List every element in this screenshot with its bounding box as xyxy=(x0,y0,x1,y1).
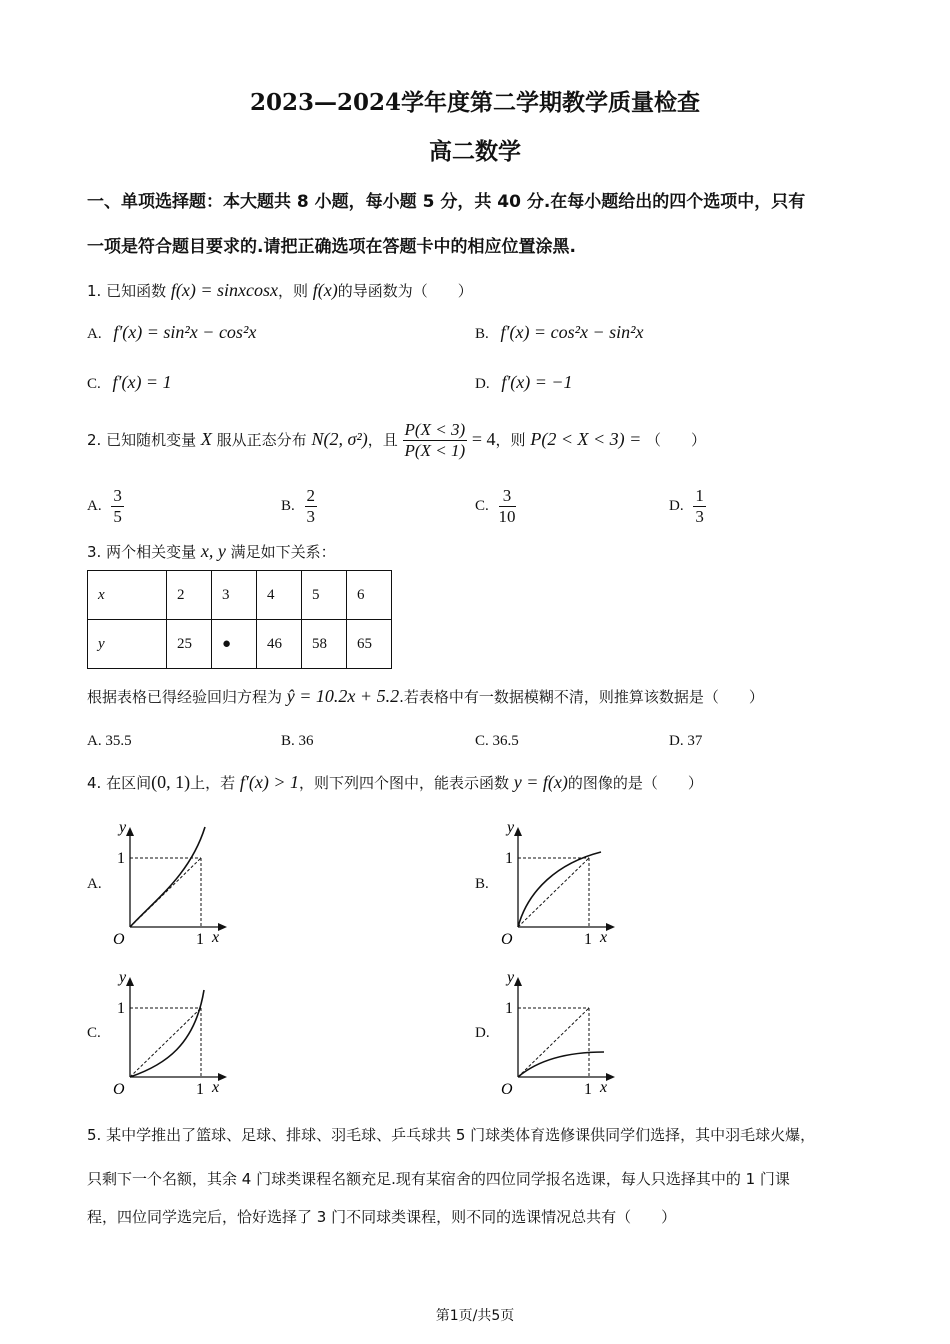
option-fraction xyxy=(111,486,124,527)
option-label: A. xyxy=(87,497,102,514)
y-tick-label: 1 xyxy=(505,1000,513,1017)
y-axis-arrow xyxy=(514,977,522,986)
q2-option-c[interactable] xyxy=(475,486,516,527)
fraction-numerator: P(X < 3) xyxy=(404,420,466,439)
question-5-line2: 只剩下一个名额，其余 4 门球类课程名额充足.现有某宿舍的四位同学报名选课，每人只选择其中的 1 门课 xyxy=(87,1170,790,1188)
option-label: B. xyxy=(281,733,295,749)
diagonal-line xyxy=(518,858,589,927)
origin-label: O xyxy=(113,1081,125,1098)
question-3-stem-2 xyxy=(87,686,764,707)
option-fraction xyxy=(693,486,706,527)
y-axis-arrow xyxy=(514,827,522,836)
q3-regression-equation: ŷ = 10.2x + 5.2 xyxy=(286,686,400,706)
question-number: 2. xyxy=(87,431,102,449)
x-axis-label: x xyxy=(212,1079,220,1096)
y-axis-label: y xyxy=(507,969,515,986)
diagonal-line xyxy=(130,1008,201,1077)
q2-distribution: N(2, σ²) xyxy=(311,429,368,449)
q4-function: y = f(x) xyxy=(513,772,568,792)
y-tick-label: 1 xyxy=(505,850,513,867)
option-label: B. xyxy=(281,497,295,514)
fraction-numerator: 2 xyxy=(306,486,316,505)
q2-equals: = 4 xyxy=(471,429,496,449)
q4-option-c-label[interactable]: C. xyxy=(87,1025,101,1041)
table-cell: x xyxy=(88,571,167,620)
y-axis-label: y xyxy=(119,969,127,986)
y-tick-label: 1 xyxy=(117,850,125,867)
q1-option-d[interactable] xyxy=(475,372,573,393)
option-label: D. xyxy=(669,733,684,749)
q4-option-d-label[interactable]: D. xyxy=(475,1025,490,1041)
x-axis-arrow xyxy=(218,923,227,931)
table-cell: 58 xyxy=(302,620,347,669)
function-curve xyxy=(130,827,205,927)
option-text: 36 xyxy=(298,733,314,749)
question-number: 3. xyxy=(87,543,102,561)
fraction-denominator: P(X < 1) xyxy=(404,441,466,460)
option-label: D. xyxy=(669,497,684,514)
q2-mid3: ，则 xyxy=(495,431,526,449)
x-tick-label: 1 xyxy=(196,931,204,948)
q3-variables: x, y xyxy=(200,541,226,561)
q2-option-a[interactable] xyxy=(87,486,124,527)
q3-option-b[interactable] xyxy=(281,733,314,750)
option-label: D. xyxy=(475,376,490,392)
table-cell: 6 xyxy=(347,571,392,620)
fraction-numerator: 1 xyxy=(695,486,704,505)
data-table xyxy=(87,570,392,669)
question-1-stem xyxy=(87,280,473,301)
q2-ratio-fraction xyxy=(403,420,468,461)
option-label: B. xyxy=(475,326,489,342)
question-3-stem xyxy=(87,541,336,562)
q4-graph-c[interactable] xyxy=(105,965,230,1100)
fraction-numerator: 3 xyxy=(113,486,122,505)
q4-condition: f′(x) > 1 xyxy=(239,772,299,792)
q2-mid2: ，且 xyxy=(367,431,398,449)
q2-option-b[interactable] xyxy=(281,486,317,527)
table-cell: 5 xyxy=(302,571,347,620)
x-axis-arrow xyxy=(606,923,615,931)
table-cell: 46 xyxy=(257,620,302,669)
q2-variable: X xyxy=(200,429,212,449)
q1-option-b[interactable] xyxy=(475,322,644,343)
q1-post: 的导函数为（ ） xyxy=(337,282,473,300)
option-label: C. xyxy=(475,733,489,749)
q4-post: 的图像的是（ ） xyxy=(567,774,703,792)
y-tick-label: 1 xyxy=(117,1000,125,1017)
table-cell-blurred: ● xyxy=(212,620,257,669)
table-row xyxy=(88,620,392,669)
option-fraction xyxy=(499,486,516,527)
fraction-denominator: 10 xyxy=(498,507,516,526)
q1-option-c[interactable] xyxy=(87,372,172,393)
q1-option-a[interactable] xyxy=(87,322,256,343)
diagonal-line xyxy=(518,1008,589,1077)
q3-stem-post: .若表格中有一数据模糊不清，则推算该数据是（ ） xyxy=(399,688,764,706)
x-axis-label: x xyxy=(600,929,608,946)
option-text: f′(x) = −1 xyxy=(501,372,573,392)
fraction-numerator: 3 xyxy=(499,486,516,507)
option-label: C. xyxy=(87,376,101,392)
fraction-denominator: 3 xyxy=(695,507,704,526)
section-heading-line2: 一项是符合题目要求的.请把正确选项在答题卡中的相应位置涂黑. xyxy=(87,237,576,257)
option-label: C. xyxy=(475,497,489,514)
origin-label: O xyxy=(501,1081,513,1098)
q4-mid2: ，则下列四个图中，能表示函数 xyxy=(298,774,509,792)
q1-function-ref: f(x) xyxy=(312,280,338,300)
y-axis-label: y xyxy=(119,819,127,836)
section-heading-line1: 一、单项选择题：本大题共 8 小题，每小题 5 分，共 40 分.在每小题给出的四个选项中，只有 xyxy=(87,192,806,212)
table-cell: y xyxy=(88,620,167,669)
q4-pre: 在区间 xyxy=(106,774,152,792)
table-cell: 65 xyxy=(347,620,392,669)
x-axis-label: x xyxy=(600,1079,608,1096)
table-cell: 4 xyxy=(257,571,302,620)
q2-mid: 服从正态分布 xyxy=(216,431,307,449)
option-label: A. xyxy=(87,733,102,749)
q4-mid: 上，若 xyxy=(190,774,236,792)
q2-option-d[interactable] xyxy=(669,486,706,527)
x-axis-arrow xyxy=(218,1073,227,1081)
option-fraction xyxy=(305,486,318,527)
q2-ask: P(2 < X < 3) = xyxy=(530,429,642,449)
q3-option-a[interactable] xyxy=(87,733,132,750)
table-cell: 2 xyxy=(167,571,212,620)
option-text: 37 xyxy=(687,733,703,749)
question-5-line1: 5. 某中学推出了篮球、足球、排球、羽毛球、乒乓球共 5 门球类体育选修课供同学们选择，其中羽毛球火爆， xyxy=(87,1126,816,1144)
q3-stem-pre: 根据表格已得经验回归方程为 xyxy=(87,688,283,706)
y-axis-arrow xyxy=(126,977,134,986)
question-number: 1. xyxy=(87,282,102,300)
function-curve xyxy=(130,990,204,1077)
q3-text: 两个相关变量 xyxy=(106,543,197,561)
x-axis-arrow xyxy=(606,1073,615,1081)
q4-graph-a[interactable] xyxy=(105,815,230,950)
option-label: A. xyxy=(87,326,102,342)
q2-pre: 已知随机变量 xyxy=(106,431,197,449)
fraction-denominator: 3 xyxy=(306,507,316,526)
q2-post: （ ） xyxy=(646,431,707,449)
origin-label: O xyxy=(501,931,513,948)
option-text: f′(x) = cos²x − sin²x xyxy=(500,322,644,342)
question-5-line3: 程，四位同学选完后，恰好选择了 3 门不同球类课程，则不同的选课情况总共有（ ） xyxy=(87,1208,677,1226)
question-2-stem xyxy=(87,420,706,461)
x-axis-label: x xyxy=(212,929,220,946)
table-cell: 3 xyxy=(212,571,257,620)
q3-text2: 满足如下关系： xyxy=(230,543,336,561)
q4-graph-d[interactable] xyxy=(493,965,618,1100)
page-number: 第1页/共5页 xyxy=(435,1308,515,1324)
option-text: 35.5 xyxy=(105,733,132,749)
x-tick-label: 1 xyxy=(584,1081,592,1098)
exam-subtitle: 高二数学 xyxy=(429,138,521,165)
q4-graph-b[interactable] xyxy=(493,815,618,950)
table-row xyxy=(88,571,392,620)
table-cell: 25 xyxy=(167,620,212,669)
y-axis-label: y xyxy=(507,819,515,836)
q4-option-b-label[interactable]: B. xyxy=(475,876,489,892)
y-axis-arrow xyxy=(126,827,134,836)
exam-title: 2023—2024学年度第二学期教学质量检查 xyxy=(249,89,701,116)
option-text: f′(x) = 1 xyxy=(112,372,172,392)
q1-mid: ，则 xyxy=(278,282,309,300)
option-text: 36.5 xyxy=(492,733,519,749)
q4-option-a-label[interactable]: A. xyxy=(87,876,102,892)
x-tick-label: 1 xyxy=(584,931,592,948)
q4-interval: (0, 1) xyxy=(151,772,191,792)
q3-option-d[interactable] xyxy=(669,733,702,750)
x-tick-label: 1 xyxy=(196,1081,204,1098)
origin-label: O xyxy=(113,931,125,948)
q1-pre: 已知函数 xyxy=(106,282,167,300)
option-text: f′(x) = sin²x − cos²x xyxy=(113,322,257,342)
question-number: 4. xyxy=(87,774,102,792)
fraction-denominator: 5 xyxy=(113,507,122,526)
question-4-stem xyxy=(87,772,703,793)
q1-function: f(x) = sinxcosx xyxy=(170,280,278,300)
q3-option-c[interactable] xyxy=(475,733,519,750)
